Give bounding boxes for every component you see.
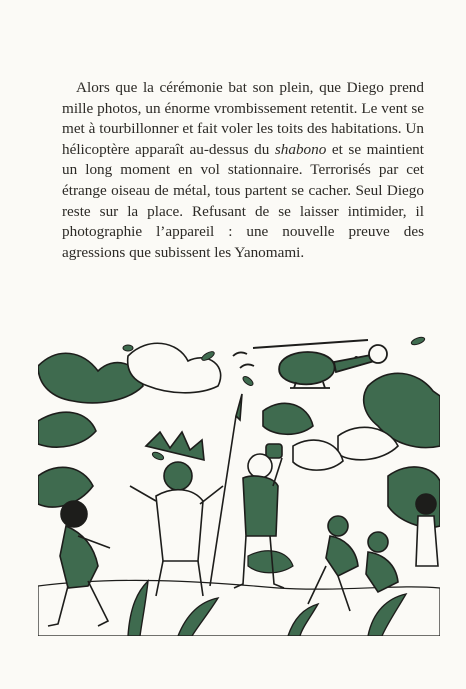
paragraph-part-2: et se maintient un long moment en vol stationnaire. Terrorisés par cet étrange oiseau de métal, tous partent se cacher. Seul Diego reste sur la place. Refusant de se laisser intimider, il photographie l’appareil : une nouvelle preuve des agressions que subissent les Yanomami. [62,140,424,261]
paragraph-italic-word: shabono [274,140,327,158]
chief-with-spear [130,394,242,596]
jungle-foliage [38,343,440,527]
jungle-illustration [38,326,440,636]
helicopter-icon [233,340,387,388]
paragraph-text [62,78,424,263]
story-paragraph [62,78,424,263]
paragraph-part-1: Alors que la cérémonie bat son plein, que Diego prend mille photos, un énorme vrombissement retentit. Le vent se met à tourbillonner et fait voler les toits des habitations. Un hélicoptère apparaît au-dessus du [62,79,424,158]
